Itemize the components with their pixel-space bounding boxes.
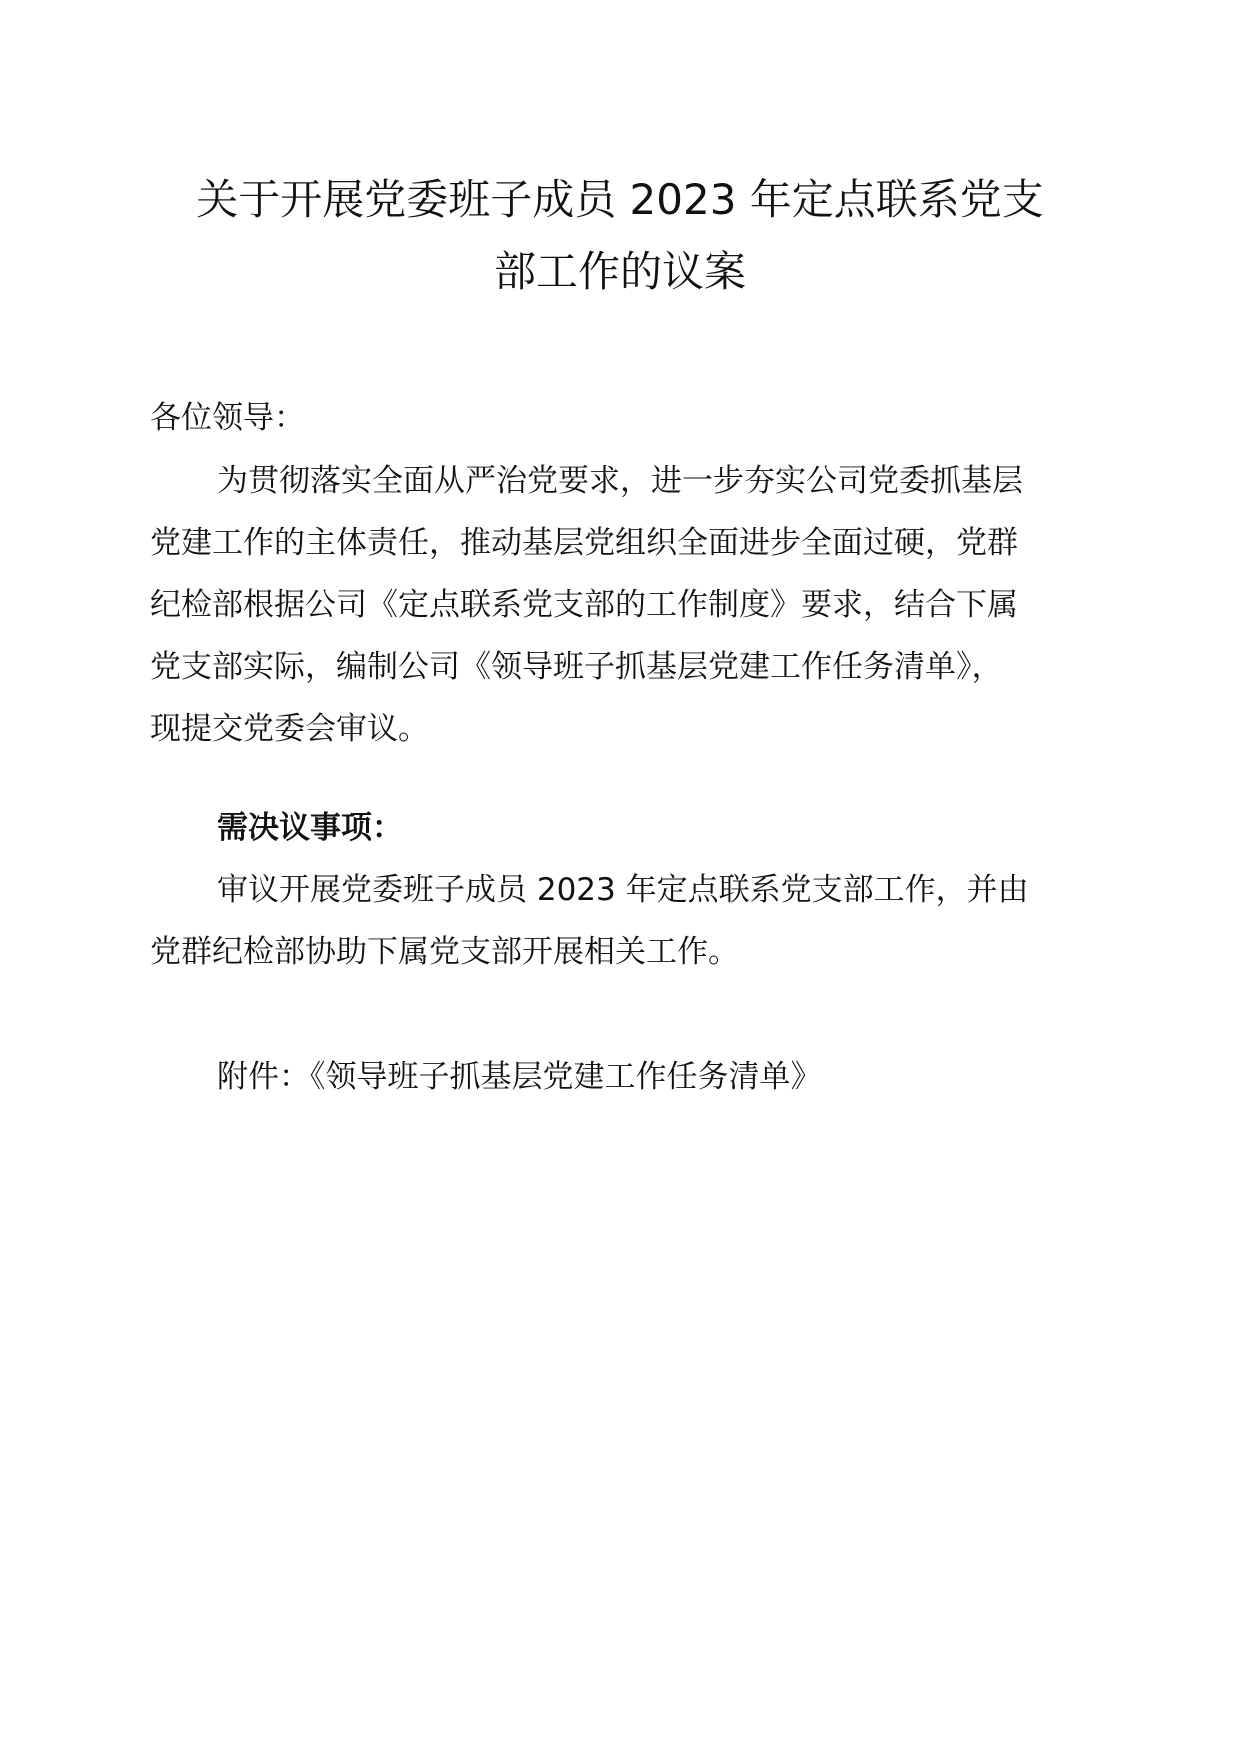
resolution-heading-text: 需决议事项： [217, 810, 403, 846]
salutation [150, 387, 1090, 449]
paragraph-line: 现提交党委会审议。 [150, 711, 429, 747]
paragraph-purpose [150, 450, 1090, 760]
paragraph-resolution [150, 859, 1090, 983]
paragraph-line: 纪检部根据公司《定点联系党支部的工作制度》要求，结合下属 [150, 587, 1018, 623]
title-line-1: 关于开展党委班子成员 2023 年定点联系党支 [196, 175, 1044, 224]
attachment-text: 附件：《领导班子抓基层党建工作任务清单》 [217, 1059, 822, 1095]
paragraph-line: 党群纪检部协助下属党支部开展相关工作。 [150, 934, 739, 970]
paragraph-line: 党建工作的主体责任，推动基层党组织全面进步全面过硬，党群 [150, 525, 1018, 561]
paragraph-line: 审议开展党委班子成员 2023 年定点联系党支部工作，并由 [217, 872, 1029, 908]
title-line-2: 部工作的议案 [493, 247, 746, 296]
document-title [140, 164, 1100, 308]
resolution-heading [150, 797, 1090, 859]
attachment-note [150, 1046, 1090, 1108]
paragraph-line: 为贯彻落实全面从严治党要求，进一步夯实公司党委抓基层 [217, 463, 1023, 499]
salutation-text: 各位领导： [150, 400, 305, 436]
paragraph-line: 党支部实际，编制公司《领导班子抓基层党建工作任务清单》， [150, 649, 1003, 685]
